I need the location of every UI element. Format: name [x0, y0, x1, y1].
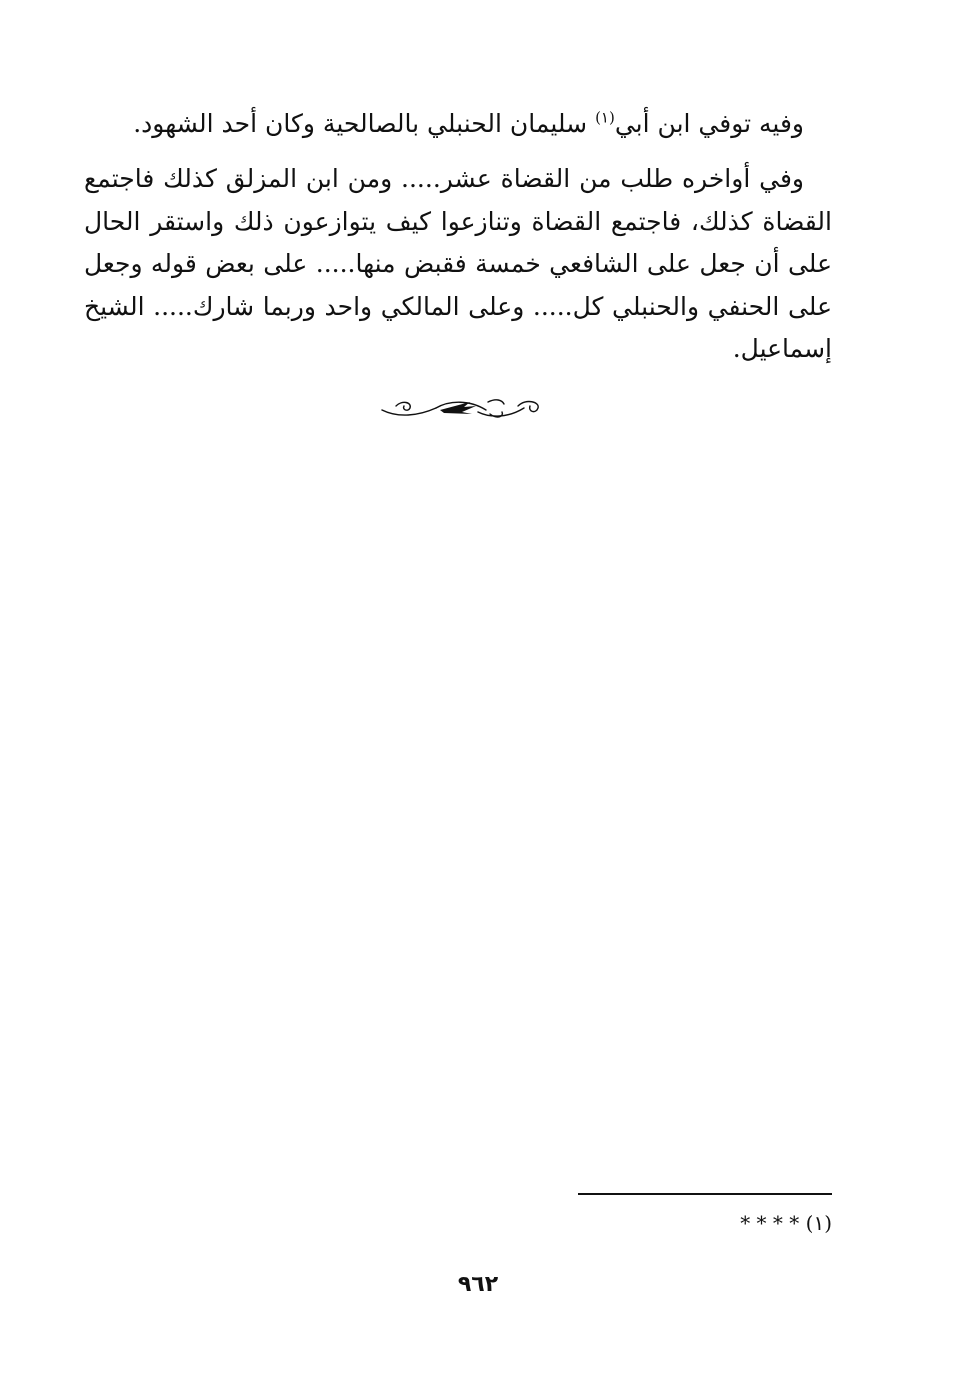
paragraph-1	[84, 104, 832, 144]
paragraph-2-text: وفي أواخره طلب من القضاة عشر..... ومن ابن المزلق كذلك فاجتمع القضاة كذلك، فاجتمع القضاة وتنازعوا كيف يتوازعون ذلك واستقر الحال على أن جعل على الشافعي خمسة فقبض منها..... على بعض قوله وجعل على الحنفي والحنبلي كل..... وعلى المالكي واحد وربما شارك..... الشيخ إسماعيل.	[84, 164, 832, 363]
paragraph-2	[84, 158, 832, 371]
paragraph-1-text-start: وفيه توفي ابن أبي	[614, 109, 804, 138]
footnote-separator	[578, 1193, 832, 1195]
footnote	[600, 1208, 832, 1238]
footnote-reference: (١)	[595, 108, 615, 127]
page-number: ٩٦٢	[457, 1272, 499, 1297]
footnote-text: (١) * * * *	[740, 1211, 832, 1235]
flourish-divider-icon	[378, 394, 548, 424]
paragraph-1-text-end: سليمان الحنبلي بالصالحية وكان أحد الشهود.	[133, 109, 596, 138]
